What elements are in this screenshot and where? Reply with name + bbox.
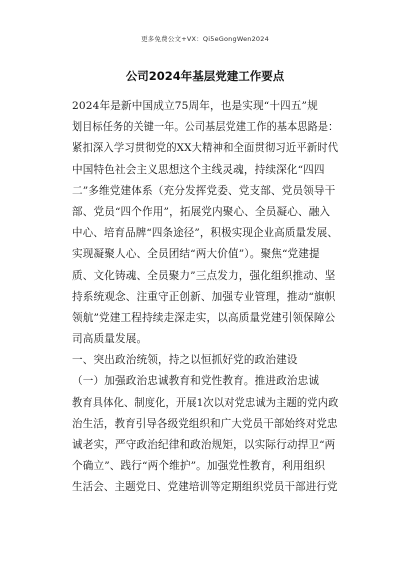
body-line: 中心、培育品牌“四条途径”，积极实现企业高质量发展、	[72, 227, 338, 240]
section-heading: 一、突出政治统领，持之以恒抓好党的政治建设	[72, 354, 298, 367]
body-line: 质、文化铸魂、全员聚力”三点发力，强化组织推动、坚	[72, 269, 336, 282]
body-line: 中国特色社会主义思想这个主线灵魂，持续深化“四四	[72, 163, 325, 176]
header-watermark: 更多免费公文+VX：Qi5eGongWen2024	[141, 35, 269, 43]
body-line: 2024年是新中国成立75周年，也是实现“十四五”规	[72, 100, 318, 112]
body-line: 二”多维党建体系（充分发挥党委、党支部、党员领导干	[72, 184, 336, 197]
body-line: 诚老实，严守政治纪律和政治规矩，以实际行动捍卫“两	[72, 439, 336, 451]
body-line: 司高质量发展。	[72, 333, 148, 346]
body-line: 部、党员“四个作用”，拓展党内聚心、全员凝心、融入	[72, 205, 331, 218]
body-line: 持系统观念、注重守正创新、加强专业管理，推动“旗帜	[72, 290, 336, 303]
body-line: 教育具体化、制度化，开展1次以对党忠诚为主题的党内政	[72, 396, 339, 409]
body-line: （一）加强政治忠诚教育和党性教育。推进政治忠诚	[72, 375, 320, 388]
document-body	[72, 96, 338, 499]
body-line: 划目标任务的关键一年。公司基层党建工作的基本思路是：	[72, 121, 339, 134]
body-line: 领航”党建工程持续走深走实，以高质量党建引领保障公	[72, 311, 336, 324]
body-line: 个确立”、践行“两个维护”。加强党性教育，利用组织	[72, 460, 326, 473]
body-line: 治生活，教育引导各级党组织和广大党员干部始终对党忠	[72, 417, 338, 430]
body-line: 生活会、主题党日、党建培训等定期组织党员干部进行党	[72, 481, 338, 494]
document-title: 公司2024年基层党建工作要点	[125, 69, 285, 83]
body-line: 紧扣深入学习贯彻党的XX大精神和全面贯彻习近平新时代	[72, 142, 339, 155]
body-line: 实现凝聚人心、全员团结“两大价值”）。聚焦“党建提	[72, 248, 320, 261]
